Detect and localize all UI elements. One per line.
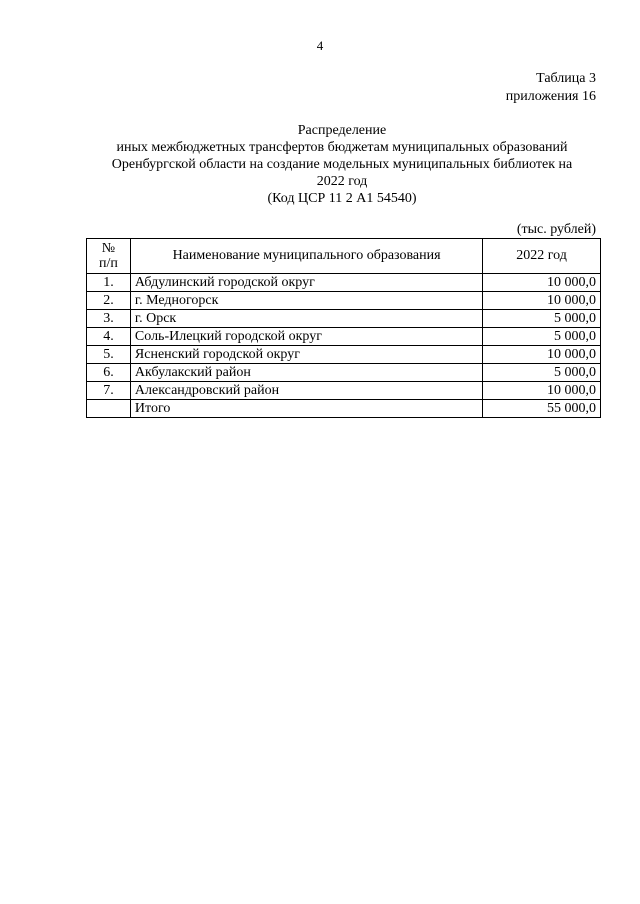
appendix-label: приложения 16 — [505, 89, 596, 104]
table-row — [87, 328, 601, 346]
row-value: 5 000,0 — [483, 328, 601, 346]
title-line-5: (Код ЦСР 11 2 А1 54540) — [267, 191, 417, 206]
row-name: Соль-Илецкий городской округ — [130, 328, 482, 346]
header-value: 2022 год — [483, 239, 601, 274]
row-name: Ясненский городской округ — [130, 346, 482, 364]
row-value: 10 000,0 — [483, 346, 601, 364]
row-value: 5 000,0 — [483, 310, 601, 328]
title-line-1: Распределение — [297, 123, 387, 138]
table-row — [87, 346, 601, 364]
table-caption — [506, 70, 596, 106]
header-number-abbr: п/п — [99, 256, 118, 271]
table-row — [87, 364, 601, 382]
distribution-table — [86, 238, 601, 418]
table-row — [87, 382, 601, 400]
row-value: 10 000,0 — [483, 274, 601, 292]
units-label: (тыс. рублей) — [516, 222, 596, 237]
document-title — [82, 122, 602, 207]
page-number: 4 — [316, 38, 324, 53]
row-number: 2. — [87, 292, 131, 310]
row-number: 6. — [87, 364, 131, 382]
header-number-symbol: № — [101, 241, 116, 256]
total-number-cell — [87, 400, 131, 418]
header-name: Наименование муниципального образования — [130, 239, 482, 274]
table-header-row — [87, 239, 601, 274]
title-line-2: иных межбюджетных трансфертов бюджетам муниципальных образований — [116, 140, 568, 155]
row-value: 10 000,0 — [483, 292, 601, 310]
row-number: 5. — [87, 346, 131, 364]
row-value: 10 000,0 — [483, 382, 601, 400]
row-name: Александровский район — [130, 382, 482, 400]
title-line-3: Оренбургской области на создание модельных муниципальных библиотек на — [111, 157, 573, 172]
table-label: Таблица 3 — [536, 71, 596, 86]
table-row — [87, 274, 601, 292]
header-number — [87, 239, 131, 274]
row-number: 1. — [87, 274, 131, 292]
title-line-4: 2022 год — [316, 174, 368, 189]
table-row — [87, 292, 601, 310]
row-name: г. Медногорск — [130, 292, 482, 310]
row-number: 3. — [87, 310, 131, 328]
row-name: г. Орск — [130, 310, 482, 328]
row-number: 7. — [87, 382, 131, 400]
row-name: Акбулакский район — [130, 364, 482, 382]
total-row — [87, 400, 601, 418]
row-value: 5 000,0 — [483, 364, 601, 382]
table-row — [87, 310, 601, 328]
total-value: 55 000,0 — [483, 400, 601, 418]
row-name: Абдулинский городской округ — [130, 274, 482, 292]
row-number: 4. — [87, 328, 131, 346]
total-label: Итого — [130, 400, 482, 418]
